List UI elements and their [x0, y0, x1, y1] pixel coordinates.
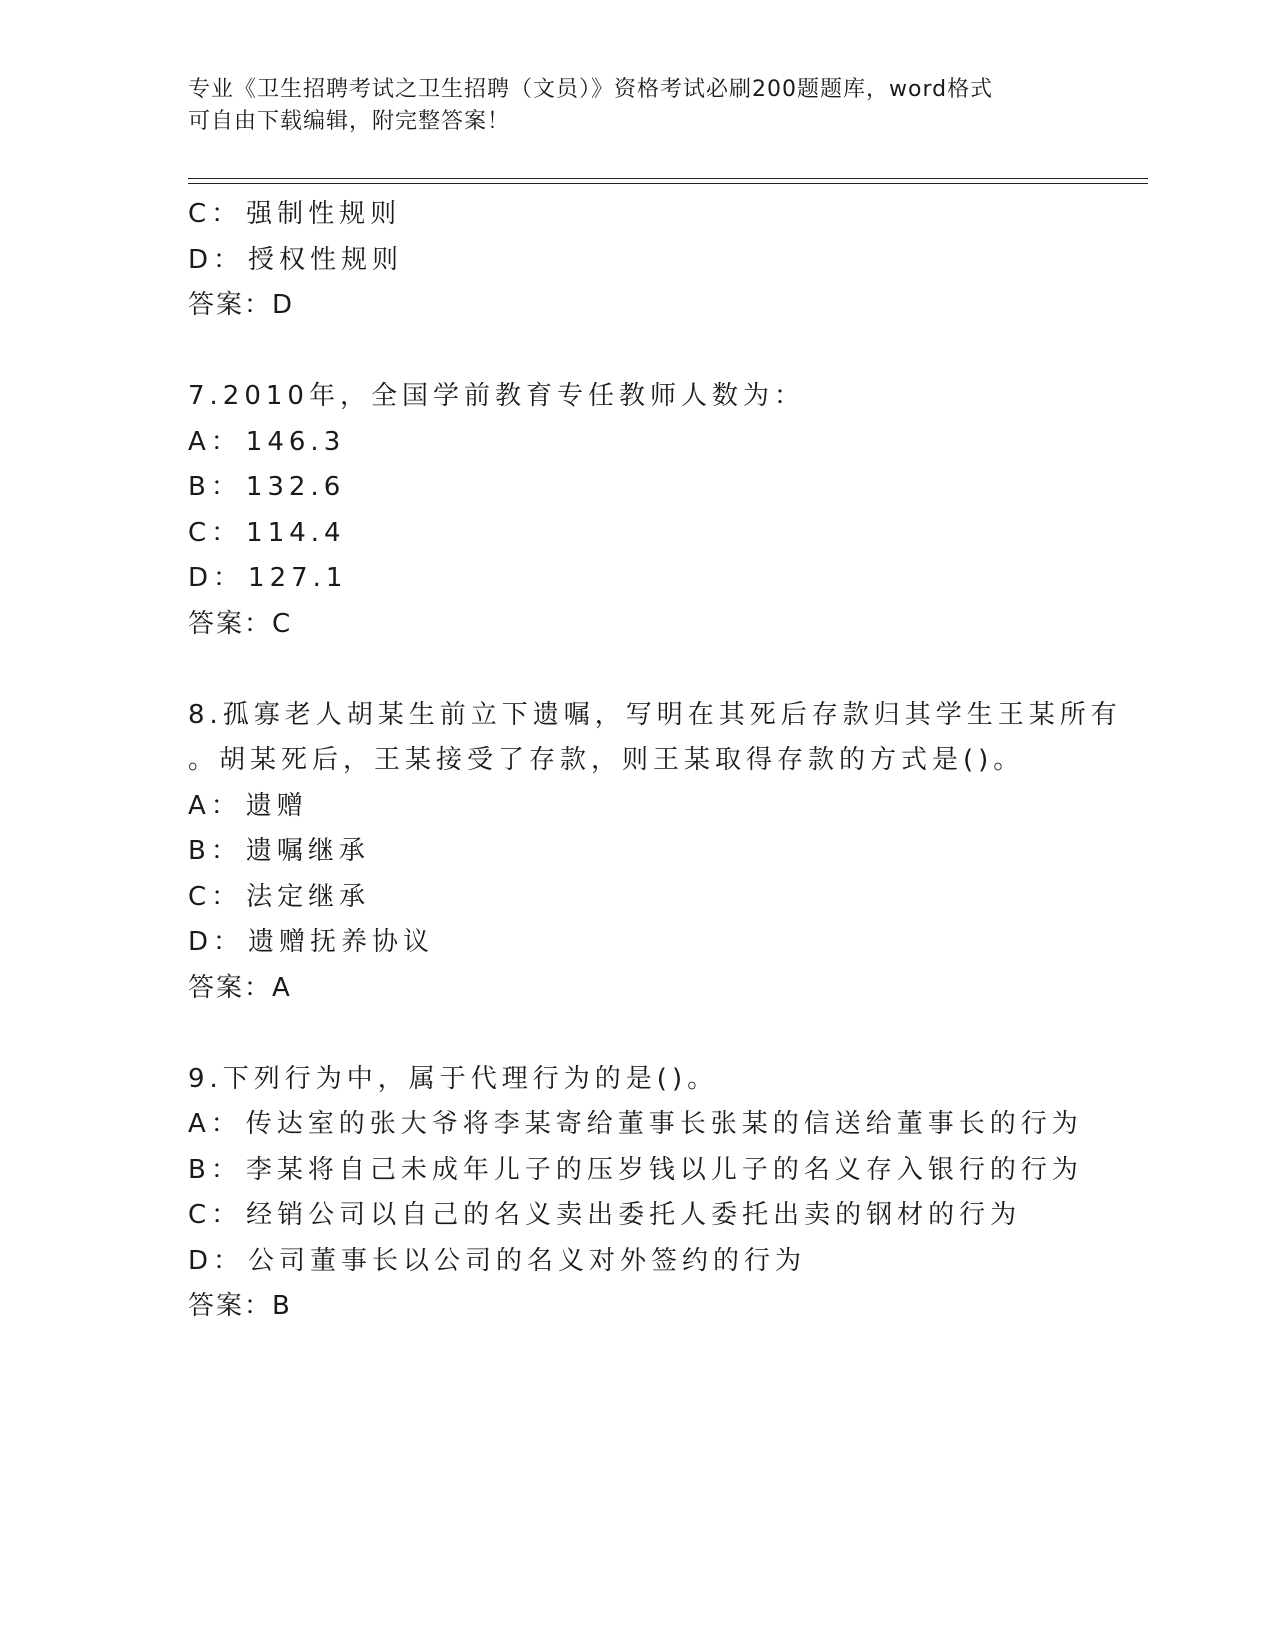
- option-a: [188, 420, 1088, 466]
- option-a: [188, 784, 1088, 830]
- answer-line: 答案：A: [188, 972, 292, 1003]
- option-label: C：: [188, 199, 243, 229]
- question-stem: 9.下列行为中，属于代理行为的是()。: [188, 1063, 719, 1094]
- option-d: [188, 920, 1088, 966]
- option-c: [188, 192, 1088, 238]
- option-b: [188, 465, 1088, 511]
- spacer: [188, 647, 1088, 693]
- header-line-2: 可自由下载编辑，附完整答案！: [188, 109, 511, 134]
- option-c: [188, 511, 1088, 557]
- question-stem-line-2: 。胡某死后，王某接受了存款，则王某取得存款的方式是()。: [188, 745, 1025, 775]
- answer-line: 答案：D: [188, 290, 295, 320]
- option-label: C：: [188, 1200, 243, 1230]
- question-list: [188, 192, 1122, 1330]
- option-text: 李某将自己未成年儿子的压岁钱以儿子的名义存入银行的行为: [245, 1154, 1083, 1185]
- option-text: 传达室的张大爷将李某寄给董事长张某的信送给董事长的行为: [245, 1109, 1083, 1139]
- option-c: [188, 875, 1088, 921]
- option-b: [188, 1148, 1088, 1194]
- question-7: [188, 374, 1088, 647]
- answer-line: 答案：C: [188, 608, 293, 639]
- option-text: 遗赠抚养协议: [248, 927, 435, 957]
- spacer: [188, 329, 1088, 375]
- option-d: [188, 238, 1088, 284]
- option-text: 遗嘱继承: [245, 836, 370, 866]
- document-header: [188, 74, 1088, 138]
- option-text: 114.4: [246, 517, 346, 548]
- option-label: B：: [188, 1154, 242, 1185]
- question-8: [188, 693, 1122, 1012]
- header-line-1: 专业《卫生招聘考试之卫生招聘（文员）》资格考试必刷200题题库，word格式: [188, 77, 994, 102]
- option-text: 127.1: [248, 563, 348, 593]
- answer-line: 答案：B: [188, 1291, 292, 1321]
- option-label: B：: [188, 472, 242, 502]
- question-stem: 7.2010年，全国学前教育专任教师人数为：: [188, 381, 805, 411]
- option-a: [188, 1102, 1088, 1148]
- option-text: 132.6: [245, 472, 346, 502]
- question-partial: [188, 192, 1088, 329]
- option-text: 授权性规则: [248, 244, 404, 275]
- option-label: D：: [188, 563, 245, 593]
- option-d: [188, 556, 1088, 602]
- option-label: A：: [188, 1109, 242, 1139]
- option-d: [188, 1239, 1088, 1285]
- option-label: B：: [188, 836, 242, 866]
- option-c: [188, 1193, 1088, 1239]
- option-text: 强制性规则: [246, 199, 402, 229]
- header-rule-top: [188, 178, 1148, 179]
- option-label: A：: [188, 426, 242, 457]
- spacer: [188, 1011, 1088, 1057]
- question-stem-line-1: 8.孤寡老人胡某生前立下遗嘱，写明在其死后存款归其学生王某所有: [188, 699, 1122, 730]
- option-label: C：: [188, 517, 243, 548]
- option-label: D：: [188, 1245, 245, 1276]
- question-9: [188, 1057, 1088, 1330]
- option-label: A：: [188, 790, 242, 821]
- option-text: 公司董事长以公司的名义对外签约的行为: [248, 1245, 807, 1276]
- option-label: C：: [188, 881, 243, 912]
- option-label: D：: [188, 244, 245, 275]
- header-rule-bottom: [188, 183, 1148, 184]
- option-text: 法定继承: [246, 881, 371, 912]
- option-text: 146.3: [245, 426, 346, 457]
- option-text: 经销公司以自己的名义卖出委托人委托出卖的钢材的行为: [246, 1200, 1022, 1230]
- option-text: 遗赠: [245, 790, 308, 821]
- option-b: [188, 829, 1088, 875]
- option-label: D：: [188, 927, 245, 957]
